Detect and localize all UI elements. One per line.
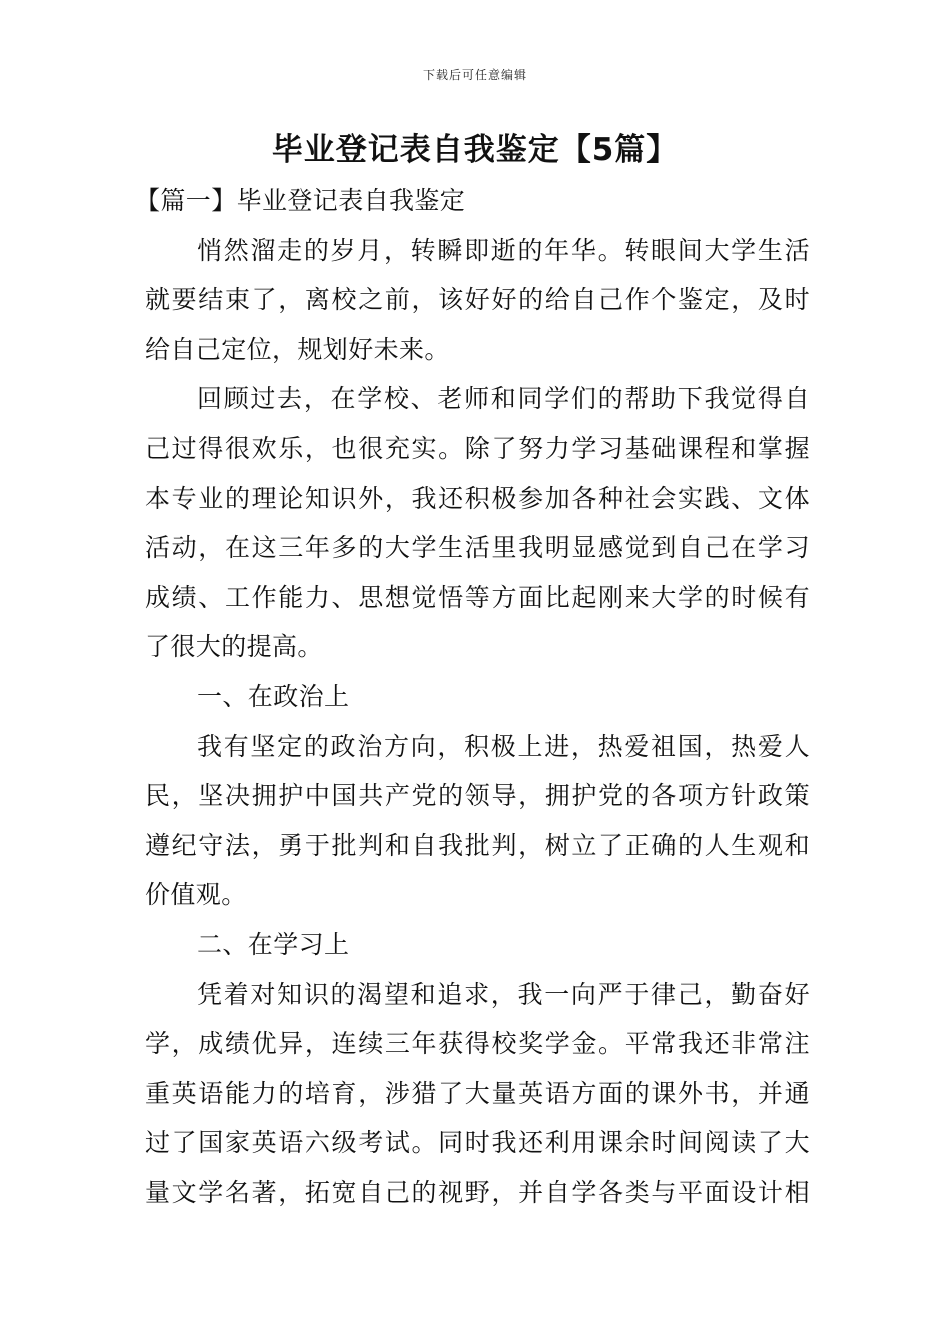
subheading-politics: 一、在政治上 xyxy=(197,681,350,711)
paragraph-line: 过了国家英语六级考试。同时我还利用课余时间阅读了大 xyxy=(145,1128,810,1158)
paragraph-line: 回顾过去，在学校、老师和同学们的帮助下我觉得自 xyxy=(197,384,810,414)
paragraph-line: 价值观。 xyxy=(145,880,247,910)
section-heading: 【篇一】毕业登记表自我鉴定 xyxy=(135,186,466,215)
paragraph-line: 民，坚决拥护中国共产党的领导，拥护党的各项方针政策 xyxy=(145,781,810,811)
paragraph-line: 己过得很欢乐，也很充实。除了努力学习基础课程和掌握 xyxy=(145,433,810,463)
paragraph-line: 学，成绩优异，连续三年获得校奖学金。平常我还非常注 xyxy=(145,1029,810,1059)
paragraph-line: 给自己定位，规划好未来。 xyxy=(145,334,450,364)
paragraph-line: 量文学名著，拓宽自己的视野，并自学各类与平面设计相 xyxy=(145,1177,810,1207)
paragraph-line: 遵纪守法，勇于批判和自我批判，树立了正确的人生观和 xyxy=(145,830,810,860)
paragraph-line: 凭着对知识的渴望和追求，我一向严于律己，勤奋好 xyxy=(197,979,810,1009)
paragraph-line: 本专业的理论知识外，我还积极参加各种社会实践、文体 xyxy=(145,483,810,513)
paragraph-line: 我有坚定的政治方向，积极上进，热爱祖国，热爱人 xyxy=(197,731,810,761)
subheading-study: 二、在学习上 xyxy=(197,929,350,959)
paragraph-line: 了很大的提高。 xyxy=(145,632,323,662)
paragraph-line: 成绩、工作能力、思想觉悟等方面比起刚来大学的时候有 xyxy=(145,582,810,612)
paragraph-line: 重英语能力的培育，涉猎了大量英语方面的课外书，并通 xyxy=(145,1078,810,1108)
document-title: 毕业登记表自我鉴定【5篇】 xyxy=(271,132,679,168)
header-note: 下载后可任意编辑 xyxy=(422,68,527,82)
document-body xyxy=(135,176,810,1217)
paragraph-line: 就要结束了，离校之前，该好好的给自己作个鉴定，及时 xyxy=(145,285,810,315)
paragraph-line: 活动，在这三年多的大学生活里我明显感觉到自己在学习 xyxy=(145,533,810,563)
paragraph-line: 悄然溜走的岁月，转瞬即逝的年华。转眼间大学生活 xyxy=(197,235,810,265)
